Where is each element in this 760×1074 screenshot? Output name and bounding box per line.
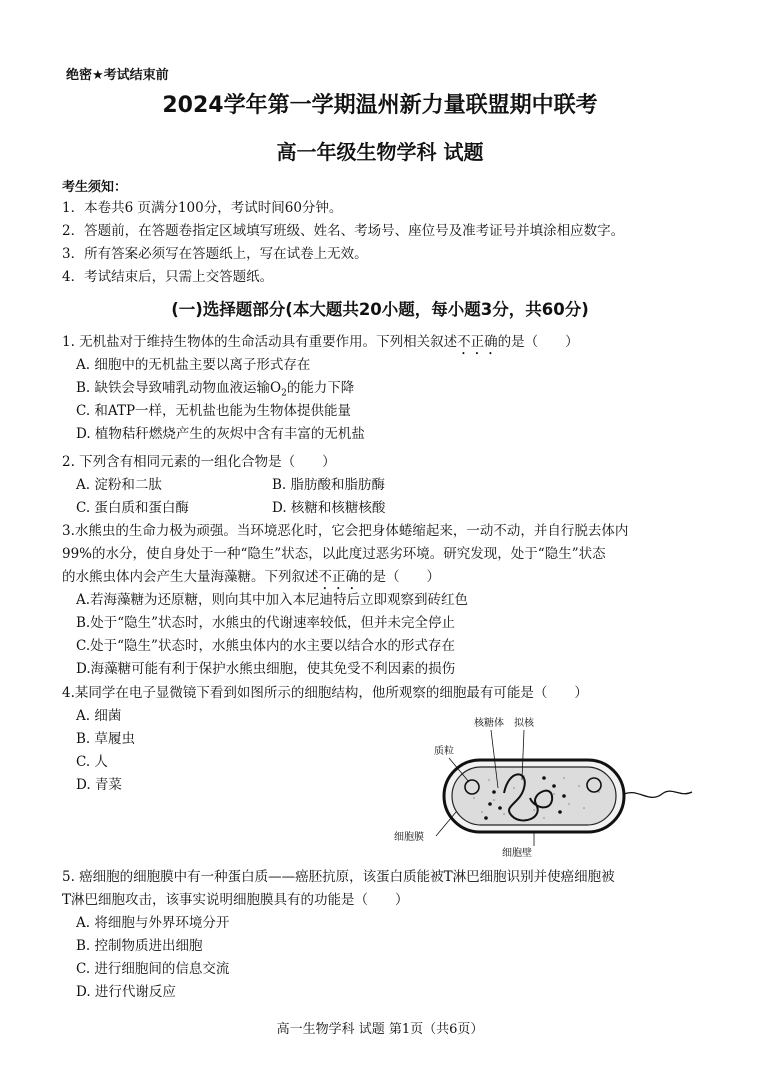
option-a: A.若海藻糖为还原糖，则向其中加入本尼迪特后立即观察到砖红色 — [76, 592, 469, 608]
notice-item: 4．考试结束后，只需上交答题纸。 — [62, 269, 274, 285]
option-c: C. 蛋白质和蛋白酶 — [76, 500, 189, 516]
option-b: B. 草履虫 — [76, 731, 136, 747]
notice-item: 3．所有答案必须写在答题纸上，写在试卷上无效。 — [62, 246, 368, 262]
question-stem: 的水熊虫体内会产生大量海藻糖。下列叙述不正确的是（ ） — [62, 569, 440, 585]
question-1 — [62, 331, 702, 446]
question-stem: 3.水熊虫的生命力极为顽强。当环境恶化时，它会把身体蜷缩起来，一动不动，并自行脱去体内 — [62, 523, 629, 539]
option-c: C.处于“隐生”状态时，水熊虫体内的水主要以结合水的形式存在 — [76, 638, 455, 654]
question-stem: 5. 癌细胞的细胞膜中有一种蛋白质——癌胚抗原，该蛋白质能被T淋巴细胞识别并使癌细胞被 — [62, 869, 615, 885]
option-a: A. 淀粉和二肽 — [76, 477, 162, 493]
section-title: (一)选择题部分(本大题共20小题，每小题3分，共60分) — [171, 300, 589, 319]
exam-title: 2024学年第一学期温州新力量联盟期中联考 — [162, 93, 598, 118]
option-b: B.处于“隐生”状态时，水熊虫的代谢速率较低，但并未完全停止 — [76, 615, 456, 631]
notice-item: 2．答题前，在答题卷指定区域填写班级、姓名、考场号、座位号及准考证号并填涂相应数字。 — [62, 223, 625, 239]
question-3 — [62, 520, 702, 681]
option-b: B. 缺铁会导致哺乳动物血液运输$O_2$的能力下降 — [76, 380, 355, 399]
question-stem: 4.某同学在电子显微镜下看到如图所示的细胞结构，他所观察的细胞最有可能是（ ） — [62, 685, 588, 701]
option-c: C. 进行细胞间的信息交流 — [76, 961, 230, 977]
question-stem: 2. 下列含有相同元素的一组化合物是（ ） — [62, 454, 336, 470]
option-b: B. 控制物质进出细胞 — [76, 938, 203, 954]
option-a: A. 细胞中的无机盐主要以离子形式存在 — [76, 357, 311, 373]
label-membrane: 细胞膜 — [394, 832, 424, 843]
notice-item: 1．本卷共6 页满分100分，考试时间60分钟。 — [62, 200, 343, 216]
flagellum — [624, 791, 692, 797]
option-c: C. 人 — [76, 754, 108, 770]
notice-list — [62, 197, 722, 289]
question-stem: 99%的水分，使自身处于一种“隐生”状态，以此度过恶劣环境。研究发现，处于“隐生”状态 — [62, 546, 606, 562]
exam-subtitle: 高一年级生物学科 试题 — [276, 140, 484, 164]
notice-heading: 考生须知： — [62, 180, 128, 195]
bacterium-diagram — [394, 708, 694, 863]
emphasis-text: 不正确 — [457, 334, 498, 350]
question-2 — [62, 451, 702, 520]
label-wall: 细胞壁 — [502, 848, 532, 859]
confidential-label: 绝密★考试结束前 — [66, 68, 169, 83]
label-ribosome: 核糖体 — [474, 718, 504, 729]
label-plasmid: 质粒 — [434, 746, 454, 757]
emphasis-text: 不正确 — [318, 569, 359, 585]
label-nucleoid: 拟核 — [514, 718, 534, 729]
option-d: D. 植物秸秆燃烧产生的灰烬中含有丰富的无机盐 — [76, 426, 365, 442]
question-stem: 1. 无机盐对于维持生物体的生命活动具有重要作用。下列相关叙述不正确的是（ ） — [62, 334, 579, 350]
option-d: D. 青菜 — [76, 777, 122, 793]
page-footer: 高一生物学科 试题 第1页（共6页） — [276, 1022, 484, 1037]
option-d: D. 核糖和核糖核酸 — [272, 500, 386, 516]
option-c: C. 和ATP一样，无机盐也能为生物体提供能量 — [76, 403, 352, 419]
option-d: D.海藻糖可能有利于保护水熊虫细胞，使其免受不利因素的损伤 — [76, 661, 456, 677]
question-5 — [62, 866, 702, 1004]
option-a: A. 将细胞与外界环境分开 — [76, 915, 230, 931]
question-stem: T淋巴细胞攻击，该事实说明细胞膜具有的功能是（ ） — [62, 892, 409, 908]
option-d: D. 进行代谢反应 — [76, 984, 176, 1000]
option-b: B. 脂肪酸和脂肪酶 — [272, 477, 386, 493]
option-a: A. 细菌 — [76, 708, 122, 724]
